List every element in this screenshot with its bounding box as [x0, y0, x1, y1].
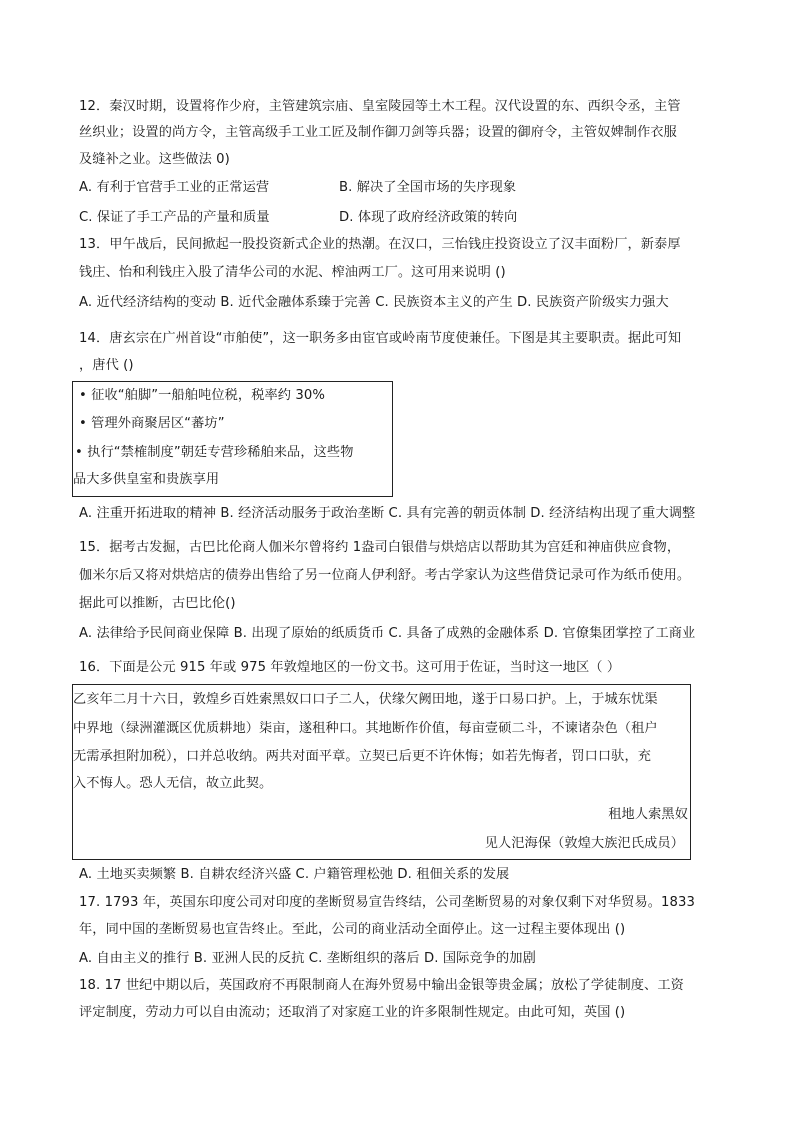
q16-doc-line4: 入不悔人。恐人无信，故立此契。: [73, 776, 273, 791]
q16-stem: 16．下面是公元 915 年或 975 年敦煌地区的一份文书。这可用于佐证，当时这一地区（ ）: [79, 660, 621, 675]
q14-duty-2: • 管理外商聚居区“蕃坊”: [79, 416, 225, 431]
q17-stem-line1: 17. 1793 年，英国东印度公司对印度的垄断贸易宣告终结，公司垄断贸易的对象仅剩下对华贸易。1833: [79, 895, 695, 910]
q15-options: A. 法律给予民间商业保障 B. 出现了原始的纸质货币 C. 具备了成熟的金融体系 D. 官僚集团掌控了工商业: [79, 626, 696, 641]
q12-option-d: D. 体现了政府经济政策的转向: [339, 210, 518, 225]
q14-options: A. 注重开拓进取的精神 B. 经济活动服务于政治垄断 C. 具有完善的朝贡体制 D. 经济结构出现了重大调整: [79, 506, 696, 521]
q16-doc-line3: 无需承担附加税），口并总收纳。两共对面平章。立契已后更不许休悔；如若先悔者，罚口口驮，充: [73, 749, 652, 764]
q15-stem-line1: 15．据考古发掘，古巴比伦商人伽米尔曾将约 1盎司白银借与烘焙店以帮助其为宫廷和神庙供应食物，: [79, 540, 681, 555]
q13-stem-line1: 13．甲午战后，民间掀起一股投资新式企业的热潮。在汉口，三怡钱庄投资设立了汉丰面粉厂，新泰厚: [79, 237, 681, 252]
q18-stem-line1: 18. 17 世纪中期以后，英国政府不再限制商人在海外贸易中输出金银等贵金属；放松了学徒制度、工资: [79, 978, 684, 993]
q16-witness-signature: 见人汜海保（敦煌大族汜氏成员）: [484, 836, 684, 851]
q12-stem-line3: 及缝补之业。这些做法 0): [79, 152, 230, 167]
q16-tenant-signature: 租地人索黑奴: [608, 807, 688, 822]
q12-option-c: C. 保证了手工产品的产量和质量: [79, 210, 270, 225]
q14-duty-3: • 执行“禁榷制度”朝廷专营珍稀舶来品，这些物: [75, 445, 354, 460]
q12-option-b: B. 解决了全国市场的失序现象: [339, 180, 517, 195]
q16-options: A. 土地买卖频繁 B. 自耕农经济兴盛 C. 户籍管理松弛 D. 租佃关系的发展: [79, 867, 510, 882]
q12-stem-line2: 丝织业；设置的尚方令，主管高级手工业工匠及制作御刀剑等兵器；设置的御府令，主管奴婢制作衣服: [79, 125, 677, 140]
q18-stem-line2: 评定制度，劳动力可以自由流动；还取消了对家庭工业的许多限制性规定。由此可知，英国 (): [79, 1005, 626, 1020]
q15-stem-line2: 伽米尔后又将对烘焙店的债券出售给了另一位商人伊利舒。考古学家认为这些借贷记录可作为纸币使用。: [79, 568, 691, 583]
q14-stem-line1: 14．唐玄宗在广州首设“市舶使”，这一职务多由宦官或岭南节度使兼任。下图是其主要职责。据此可知: [79, 331, 682, 346]
q16-doc-line1: 乙亥年二月十六日，敦煌乡百姓索黑奴口口子二人，伏缘欠阙田地，遂于口易口护。上，于城东忧渠: [73, 692, 658, 707]
q12-stem-line1: 12．秦汉时期，设置将作少府，主管建筑宗庙、皇室陵园等土木工程。汉代设置的东、西织令丞，主管: [79, 99, 681, 114]
q13-options: A. 近代经济结构的变动 B. 近代金融体系臻于完善 C. 民族资本主义的产生 D. 民族资产阶级实力强大: [79, 295, 669, 310]
q17-options: A. 自由主义的推行 B. 亚洲人民的反抗 C. 垄断组织的落后 D. 国际竞争的加剧: [79, 951, 536, 966]
q14-duties-box: [72, 381, 393, 497]
q17-stem-line2: 年，同中国的垄断贸易也宣告终止。至此，公司的商业活动全面停止。这一过程主要体现出 (): [79, 922, 626, 937]
q16-document-box: [72, 684, 691, 860]
q13-stem-line2: 钱庄、怡和利钱庄入股了清华公司的水泥、榨油两工厂。这可用来说明 (): [79, 265, 506, 280]
q16-doc-line2: 中界地（绿洲灌溉区优质耕地）柒亩，遂租种口。其地断作价值，每亩壹硕二斗，不谏诸杂色（租户: [73, 721, 658, 736]
q12-option-a: A. 有利于官营手工业的正常运营: [79, 180, 270, 195]
q14-stem-line2: ，唐代 (): [79, 358, 134, 373]
q14-duty-3-cont: 品大多供皇室和贵族享用: [73, 472, 220, 487]
q14-duty-1: • 征收“舶脚”一船舶吨位税，税率约 30%: [79, 388, 325, 403]
q15-stem-line3: 据此可以推断，古巴比伦(): [79, 596, 236, 611]
